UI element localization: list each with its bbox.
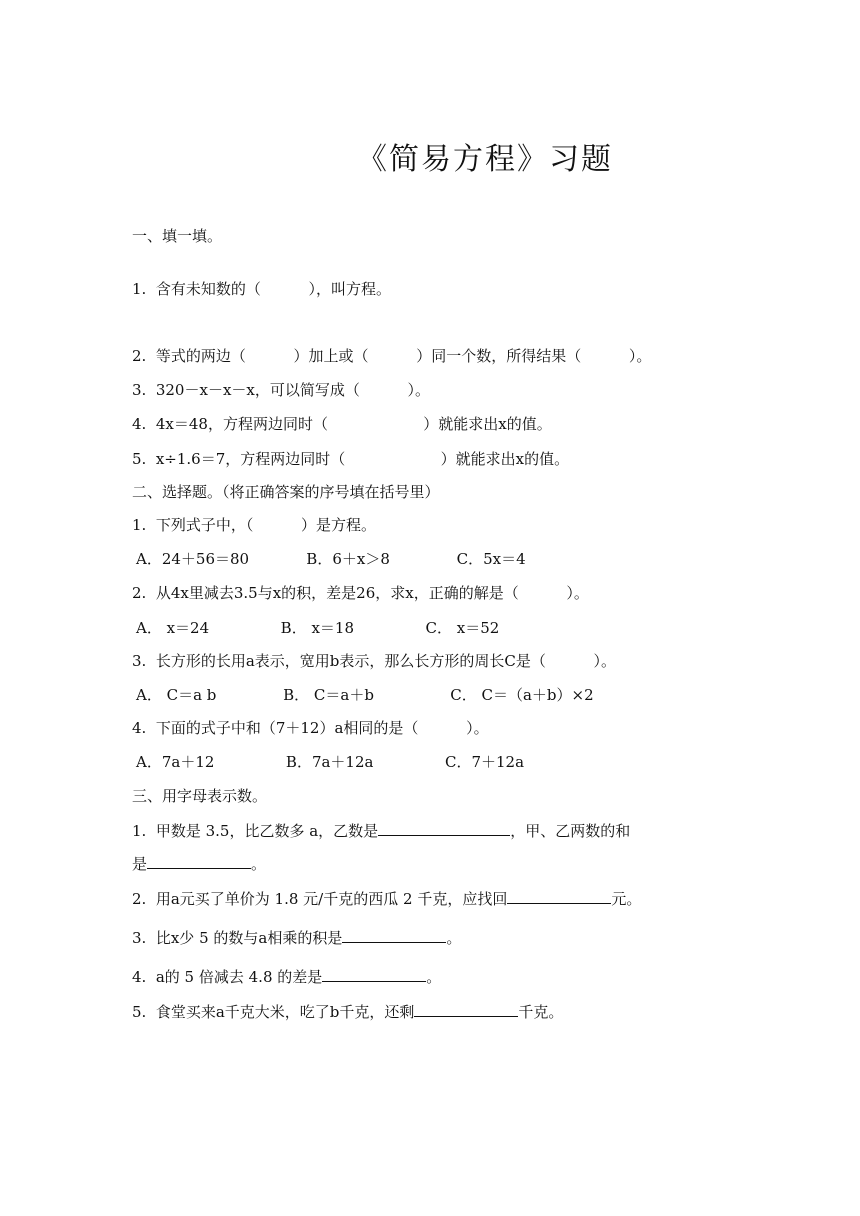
section-1-heading: 一、填一填。: [132, 227, 223, 245]
s3-q1-text-d: 。: [251, 855, 267, 873]
s2-question-3: 3. 长方形的长用a表示，宽用b表示，那么长方形的周长C是（ ）。: [132, 652, 617, 670]
s3-q2-text-a: 2. 用a元买了单价为 1.8 元/千克的西瓜 2 千克，应找回: [132, 890, 508, 908]
answer-blank: [147, 853, 251, 869]
s2-question-3-options: A． C＝a b B． C＝a＋b C． C＝（a＋b）×2: [136, 686, 594, 704]
s3-question-2: [132, 888, 641, 909]
answer-blank: [322, 966, 426, 982]
s2-question-4: 4. 下面的式子中和（7＋12）a相同的是（ ）。: [132, 719, 489, 737]
section-3-heading: 三、用字母表示数。: [132, 787, 268, 805]
s3-q4-text-b: 。: [426, 968, 442, 986]
s1-question-1: 1. 含有未知数的（ ），叫方程。: [132, 280, 392, 298]
s3-q1-text-a: 1. 甲数是 3.5，比乙数多 a，乙数是: [132, 822, 379, 840]
s3-q5-text-b: 千克。: [518, 1003, 564, 1021]
answer-blank: [414, 1001, 518, 1017]
s1-question-4: 4. 4x＝48，方程两边同时（ ）就能求出x的值。: [132, 415, 552, 433]
s3-question-1: [132, 820, 630, 841]
s2-question-2: 2. 从4x里减去3.5与x的积，差是26，求x，正确的解是（ ）。: [132, 584, 589, 602]
s3-q1-text-b: ，甲、乙两数的和: [510, 822, 631, 840]
answer-blank: [507, 888, 611, 904]
s3-q4-text-a: 4. a的 5 倍减去 4.8 的差是: [132, 968, 323, 986]
s2-question-4-options: A．7a＋12 B．7a＋12a C．7＋12a: [136, 753, 525, 771]
s3-question-3: [132, 927, 461, 948]
s3-q5-text-a: 5. 食堂买来a千克大米，吃了b千克，还剩: [132, 1003, 415, 1021]
s3-q1-text-c: 是: [132, 855, 148, 873]
answer-blank: [342, 927, 446, 943]
s3-q3-text-a: 3. 比x少 5 的数与a相乘的积是: [132, 929, 343, 947]
section-2-heading: 二、选择题。（将正确答案的序号填在括号里）: [132, 483, 440, 501]
answer-blank: [378, 820, 510, 836]
s3-question-1-cont: [132, 853, 266, 874]
s3-q3-text-b: 。: [446, 929, 462, 947]
s2-question-1-options: A．24＋56＝80 B．6＋x＞8 C．5x＝4: [136, 550, 526, 568]
s3-question-4: [132, 966, 441, 987]
s1-question-5: 5. x÷1.6＝7，方程两边同时（ ）就能求出x的值。: [132, 450, 570, 468]
page-title: 《简易方程》习题: [357, 142, 613, 177]
s1-question-3: 3. 320－x－x－x，可以简写成（ ）。: [132, 381, 431, 399]
s1-question-2: 2. 等式的两边（ ）加上或（ ）同一个数，所得结果（ ）。: [132, 347, 652, 365]
s2-question-2-options: A． x＝24 B． x＝18 C． x＝52: [136, 619, 500, 637]
s3-q2-text-b: 元。: [611, 890, 642, 908]
s3-question-5: [132, 1001, 563, 1022]
s2-question-1: 1. 下列式子中，（ ）是方程。: [132, 516, 377, 534]
